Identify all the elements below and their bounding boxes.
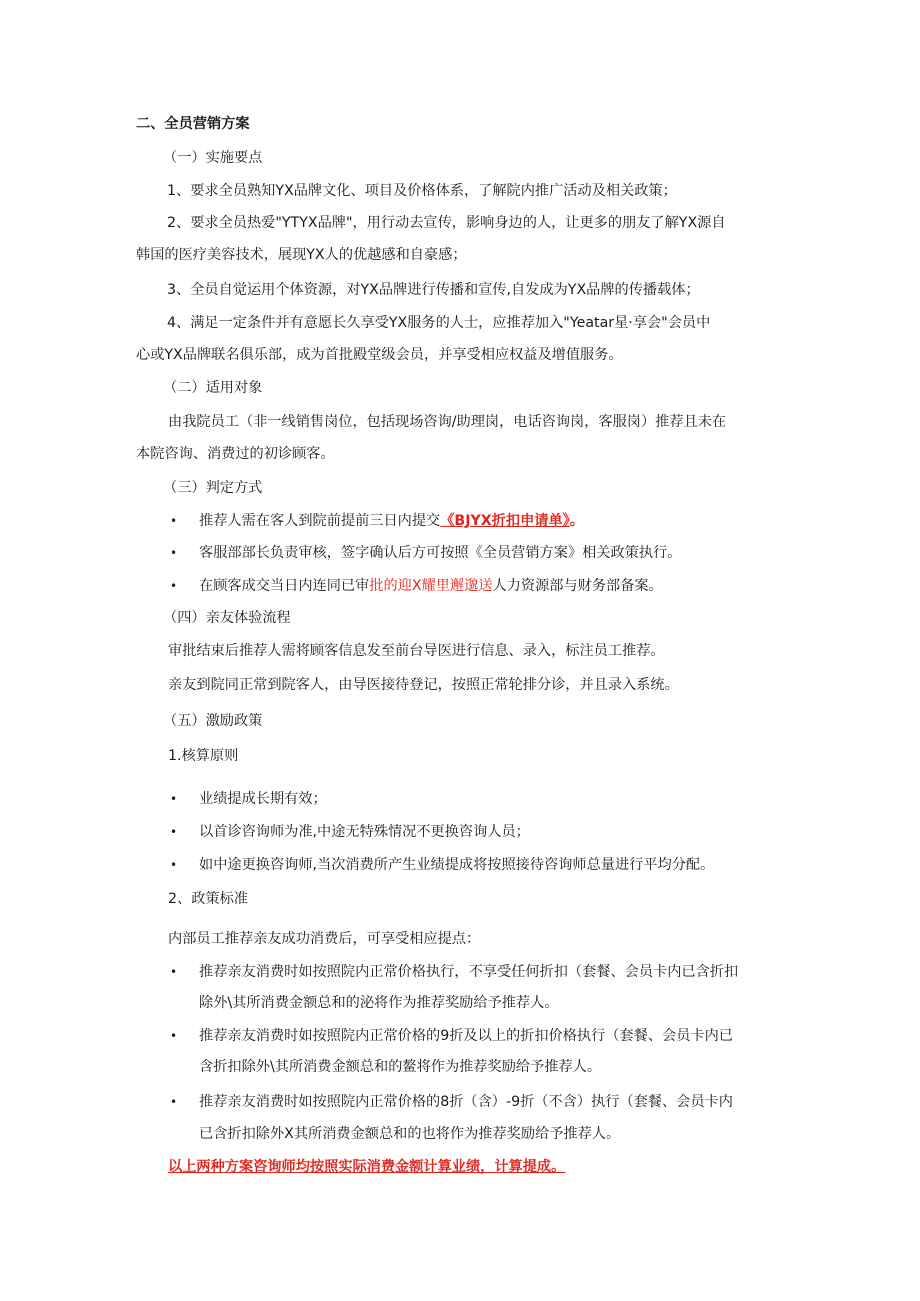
- targets-line-1: 由我院员工（非一线销售岗位，包括现场咨询/助理岗，电话咨询岗，客服岗）推荐且未在: [168, 414, 727, 430]
- point-4-line-1: 4、满足一定条件并有意愿长久享受YX服务的人士，应推荐加入"Yeatar星·享会"会员中: [167, 315, 711, 331]
- rule-item: 业绩提成长期有效；: [199, 791, 327, 807]
- bullet-icon: •: [170, 965, 178, 979]
- method-item-2: 客服部部长负责审核，签字确认后方可按照《全员营销方案》相关政策执行。: [199, 545, 682, 561]
- bullet-icon: •: [170, 792, 178, 806]
- flow-line-2: 亲友到院同正常到院客人，由导医接待登记，按照正常轮排分诊，并且录入系统。: [168, 677, 679, 693]
- policy-item-3-line-1: 推荐亲友消费时如按照院内正常价格的8折（含）-9折（不含）执行（套餐、会员卡内: [199, 1094, 733, 1110]
- method-item-3: [199, 576, 663, 596]
- policy-item-1-line-1: 推荐亲友消费时如按照院内正常价格执行，不享受任何折扣（套餐、会员卡内已含折扣: [199, 964, 739, 980]
- method-item-1-prefix: 推荐人需在客人到院前提前三日内提交: [199, 513, 441, 529]
- subheading-policy-standards: 2、政策标准: [168, 891, 248, 907]
- method-item-1-suffix: 。: [569, 513, 584, 529]
- bullet-icon: •: [170, 514, 178, 528]
- bullet-icon: •: [170, 858, 178, 872]
- flow-line-1: 审批结束后推荐人需将顾客信息发至前台导医进行信息、录入，标注员工推荐。: [168, 643, 665, 659]
- discount-form-link[interactable]: 《BJYX折扣申请单》: [440, 513, 570, 529]
- targets-line-2: 本院咨询、消费过的初诊顾客。: [136, 446, 335, 462]
- bullet-icon: •: [170, 1029, 178, 1043]
- heading-applicable-targets: （二）适用对象: [163, 380, 263, 396]
- point-3: 3、全员自觉运用个体资源，对YX品牌进行传播和宣传,自发成为YX品牌的传播载体；: [167, 282, 700, 298]
- bullet-icon: •: [170, 1095, 178, 1109]
- heading-experience-flow: （四）亲友体验流程: [163, 610, 291, 626]
- point-1: 1、要求全员熟知YX品牌文化、项目及价格体系，了解院内推广活动及相关政策；: [167, 183, 677, 199]
- policy-item-3-line-2: 已含折扣除外X其所消费金额总和的也将作为推荐奖励给予推荐人。: [199, 1126, 621, 1142]
- policy-item-2-line-1: 推荐亲友消费时如按照院内正常价格的9折及以上的折扣价格执行（套餐、会员卡内已: [199, 1028, 733, 1044]
- bullet-icon: •: [170, 579, 178, 593]
- method-item-3-suffix: 人力资源部与财务部备案。: [492, 578, 663, 594]
- heading-determination-method: （三）判定方式: [163, 480, 263, 496]
- policy-item-2-line-2: 含折扣除外\其所消费金额总和的鳌将作为推荐奖励给予推荐人。: [199, 1059, 602, 1075]
- heading-incentive-policy: （五）激励政策: [163, 713, 263, 729]
- point-2-line-1: 2、要求全员热爱"YTYX品牌"，用行动去宣传，影响身边的人，让更多的朋友了解YX源自: [167, 215, 726, 231]
- commission-note: 以上两种方案咨询师均按照实际消费金额计算业绩，计算提成。: [168, 1159, 566, 1175]
- rule-item: 如中途更换咨询师,当次消费所产生业绩提成将按照接待咨询师总量进行平均分配。: [199, 857, 715, 873]
- method-item-3-prefix: 在顾客成交当日内连同已审: [199, 578, 370, 594]
- bullet-icon: •: [170, 546, 178, 560]
- point-2-line-2: 韩国的医疗美容技术，展现YX人的优越感和自豪感；: [136, 247, 467, 263]
- subheading-accounting-principles: 1.核算原则: [168, 748, 239, 764]
- section-title: 二、全员营销方案: [136, 116, 250, 132]
- method-item-3-highlight: 批的迎X耀里邂邈送: [369, 578, 493, 594]
- policy-intro: 内部员工推荐亲友成功消费后，可享受相应提点：: [168, 931, 481, 947]
- heading-implementation-points: （一）实施要点: [163, 150, 263, 166]
- rule-item: 以首诊咨询师为准,中途无特殊情况不更换咨询人员；: [199, 824, 530, 840]
- bullet-icon: •: [170, 825, 178, 839]
- point-4-line-2: 心或YX品牌联名俱乐部，成为首批殿堂级会员，并享受相应权益及增值服务。: [136, 347, 623, 363]
- method-item-1: [199, 511, 584, 531]
- policy-item-1-line-2: 除外\其所消费金额总和的泌将作为推荐奖励给予推荐人。: [199, 995, 559, 1011]
